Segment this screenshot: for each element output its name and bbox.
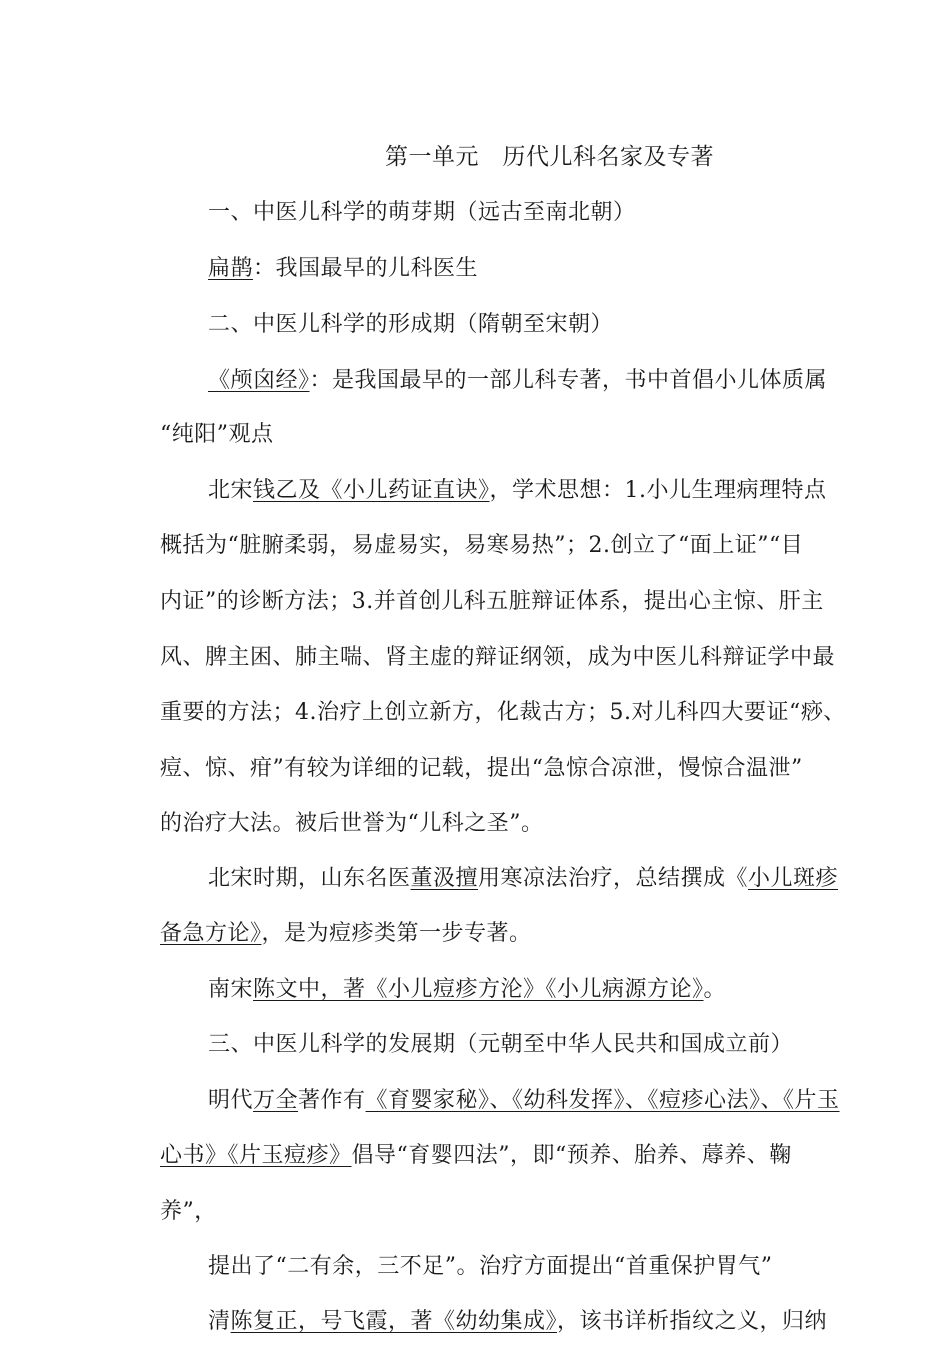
text-line xyxy=(208,1030,793,1060)
text-line xyxy=(208,1252,773,1282)
line-text: 南宋 xyxy=(208,977,254,1002)
text-line xyxy=(208,864,838,894)
text-line xyxy=(160,531,803,561)
line-text: 清 xyxy=(208,1309,231,1334)
line-text: ，学术思想：1.小儿生理病理特点 xyxy=(489,478,827,503)
underlined-text: 备急方论》 xyxy=(160,921,262,946)
line-text: 北宋 xyxy=(208,478,254,503)
line-text: 二、中医儿科学的形成期（隋朝至宋朝） xyxy=(208,312,614,337)
text-line xyxy=(208,476,827,506)
line-text: 内证”的诊断方法；3.并首创儿科五脏辩证体系，提出心主惊、肝主 xyxy=(160,589,824,614)
underlined-text: 《育婴家秘》、《幼科发挥》、《痘疹心法》、《片玉 xyxy=(365,1088,840,1113)
text-line xyxy=(208,198,636,228)
line-text: 的治疗大法。被后世誉为“儿科之圣”。 xyxy=(160,811,544,836)
text-line xyxy=(160,420,274,450)
line-text: 倡导“育婴四法”，即“预养、胎养、蓐养、鞠 xyxy=(351,1143,792,1168)
line-text: 著作有 xyxy=(298,1088,366,1113)
underlined-text: 陈文中，著《小儿痘疹方沦》《小儿病源方论》 xyxy=(253,977,704,1002)
text-line xyxy=(160,1141,792,1171)
underlined-text: 董汲擅 xyxy=(410,866,479,891)
text-line xyxy=(208,1086,840,1116)
text-line xyxy=(208,310,613,340)
underlined-text: 心书》《片玉痘疹》 xyxy=(160,1143,352,1168)
underlined-text: 万全 xyxy=(253,1088,299,1113)
underlined-text: 陈复正，号飞霞，著《幼幼集成》 xyxy=(230,1309,558,1334)
line-text: 明代 xyxy=(208,1088,254,1113)
line-text: ，该书详析指纹之义，归纳 xyxy=(557,1309,828,1334)
line-text: “纯阳”观点 xyxy=(160,422,274,447)
line-text: ：我国最早的儿科医生 xyxy=(253,256,479,281)
line-text: 概括为“脏腑柔弱，易虚易实，易寒易热”；2.创立了“面上证”“目 xyxy=(160,533,804,558)
underlined-text: 《颅囟经》 xyxy=(208,368,310,393)
line-text: ：是我国最早的一部儿科专著，书中首倡小儿体质属 xyxy=(309,368,828,393)
text-line xyxy=(208,254,478,284)
text-line xyxy=(208,975,726,1005)
line-text: 用寒凉法治疗，总结撰成《 xyxy=(478,866,749,891)
text-line xyxy=(160,919,532,949)
text-line xyxy=(160,809,544,839)
line-text: 重要的方法；4.治疗上创立新方，化裁古方；5.对儿科四大要证“痧、 xyxy=(160,700,846,725)
line-text: 北宋时期，山东名医 xyxy=(208,866,411,891)
line-text: 风、脾主困、肺主喘、肾主虚的辩证纲领，成为中医儿科辩证学中最 xyxy=(160,645,836,670)
text-line xyxy=(160,1197,217,1227)
text-line xyxy=(160,587,824,617)
text-line xyxy=(208,366,827,396)
page-title: 第一单元 历代儿科名家及专著 xyxy=(385,144,714,170)
underlined-text: 小儿斑疹 xyxy=(748,866,839,891)
text-line xyxy=(160,643,835,673)
line-text: 三、中医儿科学的发展期（元朝至中华人民共和国成立前） xyxy=(208,1032,794,1057)
line-text: 养”， xyxy=(160,1199,217,1224)
underlined-text: 钱乙及《小儿药证直诀》 xyxy=(253,478,490,503)
text-line xyxy=(160,754,803,784)
line-text: 提出了“二有余，三不足”。治疗方面提出“首重保护胃气” xyxy=(208,1254,773,1279)
text-line xyxy=(208,1307,827,1337)
line-text: ，是为痘疹类第一步专著。 xyxy=(261,921,532,946)
line-text: 一、中医儿科学的萌芽期（远古至南北朝） xyxy=(208,200,636,225)
line-text: 痘、惊、疳”有较为详细的记载，提出“急惊合凉泄，慢惊合温泄” xyxy=(160,756,803,781)
text-line xyxy=(160,698,846,728)
line-text: 。 xyxy=(703,977,727,1002)
underlined-text: 扁鹊 xyxy=(208,256,254,281)
